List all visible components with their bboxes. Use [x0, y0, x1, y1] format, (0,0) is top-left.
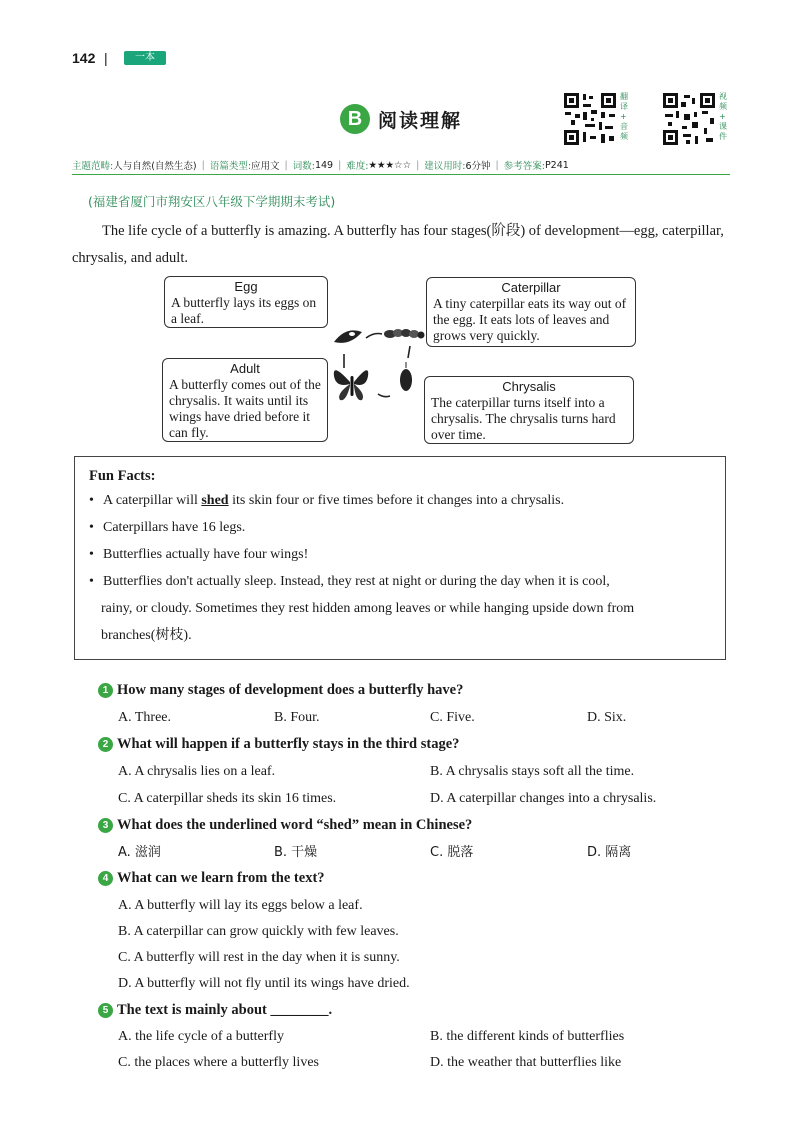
leaf-egg-icon: [334, 330, 362, 343]
genre-key: 语篇类型:: [209, 161, 252, 172]
bullet-icon: •: [89, 574, 94, 589]
bullet-icon: •: [89, 493, 94, 508]
egg-bubble: [164, 276, 328, 328]
passage-meta-bar: 主题范畴: 人与自然(自然生态) | 语篇类型: 应用文 | 词数: 149 | 难度: ★★★☆☆ | 建议用时: 6分钟 | 参考答案: P241: [72, 156, 730, 175]
fun-fact-4-line-3: branches(树枝).: [101, 628, 192, 643]
arrow-chrysalis-to-adult-icon: [378, 394, 390, 397]
question-number-4-icon: 4: [98, 871, 113, 886]
q4-option-b[interactable]: B. A caterpillar can grow quickly with few leaves.: [118, 924, 399, 939]
section-badge: B: [340, 104, 370, 134]
arrow-caterpillar-to-chrysalis-icon: [408, 346, 410, 358]
theme-value: 人与自然(自然生态): [113, 161, 197, 172]
chrysalis-bubble: [424, 376, 634, 444]
q2-option-c[interactable]: C. A caterpillar sheds its skin 16 times.: [118, 791, 337, 806]
adult-text: A butterfly comes out of the chrysalis. It waits until its wings have dried before it can fly.: [169, 377, 321, 440]
page-separator: |: [104, 50, 108, 66]
chrysalis-icon: [400, 362, 412, 391]
q4-option-c[interactable]: C. A butterfly will rest in the day when it is sunny.: [118, 950, 400, 965]
q4-option-d[interactable]: D. A butterfly will not fly until its wings have dried.: [118, 976, 410, 991]
q5-option-d[interactable]: D. the weather that butterflies like: [430, 1055, 622, 1070]
words-value: 149: [314, 159, 334, 171]
life-cycle-illustration: [328, 318, 428, 408]
question-5: 5 The text is mainly about ________.: [98, 1000, 332, 1020]
question-number-1-icon: 1: [98, 683, 113, 698]
question-number-2-icon: 2: [98, 737, 113, 752]
underlined-word-shed: shed: [201, 493, 229, 508]
qr-code-video-icon[interactable]: [662, 92, 716, 146]
butterfly-icon: [334, 370, 368, 400]
q4-option-a[interactable]: A. A butterfly will lay its eggs below a leaf.: [118, 898, 363, 913]
q3-option-a[interactable]: A. 滋润: [118, 845, 161, 860]
adult-title: Adult: [230, 361, 260, 376]
theme-key: 主题范畴:: [72, 161, 114, 172]
q2-option-a[interactable]: A. A chrysalis lies on a leaf.: [118, 764, 276, 779]
series-logo: 一本: [124, 51, 166, 65]
time-key: 建议用时:: [424, 161, 466, 172]
question-2: 2 What will happen if a butterfly stays in the third stage?: [98, 734, 459, 754]
fun-fact-1: • A caterpillar will shed its skin four or five times before it changes into a chrysalis.: [89, 487, 711, 514]
page-number: 142: [72, 50, 96, 66]
q1-option-b[interactable]: B. Four.: [274, 710, 320, 725]
passage-source: (福建省厦门市翔安区八年级下学期期末考试): [88, 194, 336, 209]
intro-paragraph: The life cycle of a butterfly is amazing. A butterfly has four stages(阶段) of development—egg, caterpillar, chrysalis, and adult.: [72, 223, 724, 266]
genre-value: 应用文: [251, 161, 280, 172]
chrysalis-text: The caterpillar turns itself into a chrysalis. The chrysalis turns hard over time.: [431, 395, 616, 442]
time-value: 6分钟: [465, 161, 491, 172]
q1-option-d[interactable]: D. Six.: [587, 710, 627, 725]
fun-fact-4: • Butterflies don't actually sleep. Instead, they rest at night or during the day when it is cool,: [89, 568, 711, 595]
bullet-icon: •: [89, 547, 94, 562]
bullet-icon: •: [89, 520, 94, 535]
answer-key: 参考答案:: [503, 161, 545, 172]
q5-option-a[interactable]: A. the life cycle of a butterfly: [118, 1029, 284, 1044]
qr-left-label: 翻 译 + 音 频: [620, 92, 628, 141]
question-1: 1 How many stages of development does a butterfly have?: [98, 680, 463, 700]
q2-option-b[interactable]: B. A chrysalis stays soft all the time.: [430, 764, 635, 779]
fun-fact-2: • Caterpillars have 16 legs.: [89, 514, 711, 541]
section-title: 阅读理解: [378, 110, 463, 132]
question-3: 3 What does the underlined word “shed” mean in Chinese?: [98, 815, 472, 835]
difficulty-key: 难度:: [346, 161, 369, 172]
difficulty-value: ★★★☆☆: [368, 159, 412, 171]
caterpillar-text: A tiny caterpillar eats its way out of the egg. It eats lots of leaves and grows very quickly.: [433, 296, 627, 343]
egg-text: A butterfly lays its eggs on a leaf.: [171, 295, 317, 326]
q5-option-b[interactable]: B. the different kinds of butterflies: [430, 1029, 625, 1044]
fun-facts-title: Fun Facts:: [89, 468, 156, 484]
adult-bubble: [162, 358, 328, 442]
q3-option-c[interactable]: C. 脱落: [430, 845, 474, 860]
fun-facts-box: [74, 456, 726, 660]
q1-option-c[interactable]: C. Five.: [430, 710, 475, 725]
question-number-5-icon: 5: [98, 1003, 113, 1018]
caterpillar-title: Caterpillar: [501, 280, 561, 295]
chrysalis-title: Chrysalis: [502, 379, 556, 394]
caterpillar-bubble: [426, 277, 636, 347]
qr-right-label: 视 频 + 课 件: [719, 92, 727, 141]
q3-option-b[interactable]: B. 干燥: [274, 845, 318, 860]
caterpillar-icon: [384, 329, 425, 339]
q2-option-d[interactable]: D. A caterpillar changes into a chrysalis.: [430, 791, 657, 806]
fun-fact-4-line-2: rainy, or cloudy. Sometimes they rest hidden among leaves or while hanging upside down from: [101, 601, 635, 616]
answer-value: P241: [544, 159, 569, 171]
question-number-3-icon: 3: [98, 818, 113, 833]
fun-fact-3: • Butterflies actually have four wings!: [89, 541, 711, 568]
words-key: 词数:: [292, 161, 315, 172]
question-4: 4 What can we learn from the text?: [98, 868, 325, 888]
q3-option-d[interactable]: D. 隔离: [587, 845, 632, 860]
arrow-egg-to-caterpillar-icon: [366, 334, 382, 339]
q5-option-c[interactable]: C. the places where a butterfly lives: [118, 1055, 319, 1070]
q1-option-a[interactable]: A. Three.: [118, 710, 171, 725]
egg-title: Egg: [234, 279, 258, 294]
qr-code-translation-icon[interactable]: [563, 92, 617, 146]
